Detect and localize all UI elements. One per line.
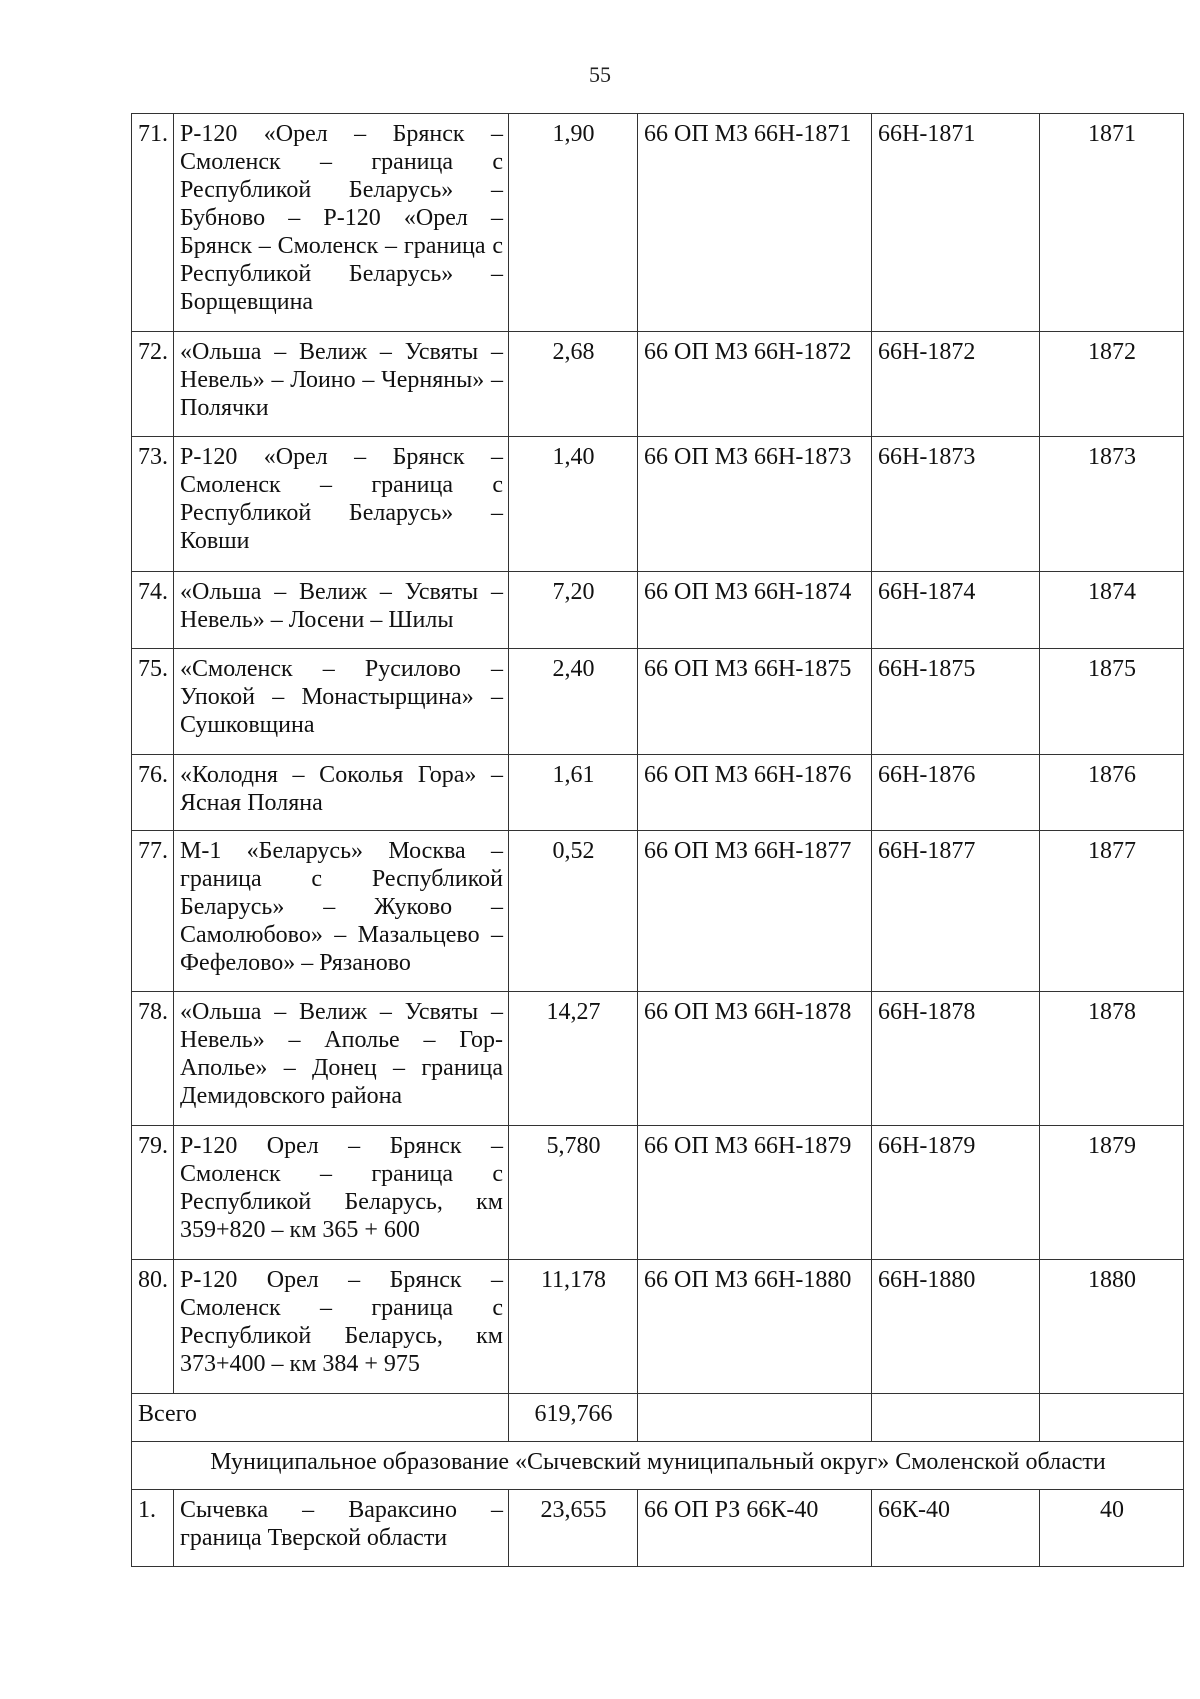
row-number: 79.	[132, 1126, 174, 1260]
road-id-code: 66Н-1879	[872, 1126, 1040, 1260]
row-number: 1.	[132, 1490, 174, 1567]
road-id-code: 66Н-1872	[872, 332, 1040, 437]
row-number: 71.	[132, 114, 174, 332]
empty-cell	[872, 1394, 1040, 1442]
table-row	[132, 114, 1184, 332]
road-id-code: 66Н-1876	[872, 755, 1040, 831]
road-id-code: 66Н-1878	[872, 992, 1040, 1126]
row-number: 77.	[132, 831, 174, 992]
row-number: 74.	[132, 572, 174, 649]
road-length: 14,27	[509, 992, 638, 1126]
road-id-short: 1878	[1040, 992, 1184, 1126]
road-name: «Ольша – Велиж – Усвяты – Невель» – Лоино – Черняны» – Полячки	[174, 332, 509, 437]
road-length: 1,61	[509, 755, 638, 831]
road-id-short: 1876	[1040, 755, 1184, 831]
road-id-full: 66 ОП МЗ 66Н-1880	[638, 1260, 872, 1394]
total-row	[132, 1394, 1184, 1442]
row-number: 78.	[132, 992, 174, 1126]
table-row	[132, 755, 1184, 831]
road-id-code: 66Н-1871	[872, 114, 1040, 332]
row-number: 73.	[132, 437, 174, 572]
road-length: 2,68	[509, 332, 638, 437]
road-id-short: 1880	[1040, 1260, 1184, 1394]
section-header-row	[132, 1442, 1184, 1490]
road-id-full: 66 ОП МЗ 66Н-1876	[638, 755, 872, 831]
empty-cell	[1040, 1394, 1184, 1442]
row-number: 75.	[132, 649, 174, 755]
total-value: 619,766	[509, 1394, 638, 1442]
road-id-short: 1879	[1040, 1126, 1184, 1260]
road-id-full: 66 ОП МЗ 66Н-1871	[638, 114, 872, 332]
row-number: 72.	[132, 332, 174, 437]
table-row	[132, 1260, 1184, 1394]
row-number: 76.	[132, 755, 174, 831]
road-id-short: 1872	[1040, 332, 1184, 437]
road-length: 23,655	[509, 1490, 638, 1567]
table-row	[132, 437, 1184, 572]
road-id-code: 66Н-1875	[872, 649, 1040, 755]
road-length: 1,90	[509, 114, 638, 332]
road-id-code: 66Н-1877	[872, 831, 1040, 992]
road-id-code: 66Н-1874	[872, 572, 1040, 649]
road-name: Р-120 «Орел – Брянск – Смоленск – граница с Республикой Беларусь» – Бубново – Р-120 «Орел – Брянск – Смоленск – граница с Республикой Беларусь» – Борщевщина	[174, 114, 509, 332]
table-row	[132, 1490, 1184, 1567]
road-length: 1,40	[509, 437, 638, 572]
road-id-code: 66Н-1873	[872, 437, 1040, 572]
road-name: Р-120 «Орел – Брянск – Смоленск – граница с Республикой Беларусь» – Ковши	[174, 437, 509, 572]
road-id-code: 66Н-1880	[872, 1260, 1040, 1394]
road-length: 0,52	[509, 831, 638, 992]
road-id-full: 66 ОП МЗ 66Н-1877	[638, 831, 872, 992]
road-id-short: 1873	[1040, 437, 1184, 572]
table-row	[132, 1126, 1184, 1260]
road-name: Р-120 Орел – Брянск – Смоленск – граница с Республикой Беларусь, км 359+820 – км 365 + 600	[174, 1126, 509, 1260]
section-title: Муниципальное образование «Сычевский муниципальный округ» Смоленской области	[132, 1442, 1184, 1490]
road-name: Р-120 Орел – Брянск – Смоленск – граница с Республикой Беларусь, км 373+400 – км 384 + 975	[174, 1260, 509, 1394]
road-id-full: 66 ОП МЗ 66Н-1873	[638, 437, 872, 572]
table-row	[132, 831, 1184, 992]
empty-cell	[638, 1394, 872, 1442]
roads-table-body	[132, 114, 1184, 1567]
total-label: Всего	[132, 1394, 509, 1442]
road-id-short: 1875	[1040, 649, 1184, 755]
table-row	[132, 332, 1184, 437]
road-id-full: 66 ОП МЗ 66Н-1874	[638, 572, 872, 649]
road-id-short: 1877	[1040, 831, 1184, 992]
road-length: 11,178	[509, 1260, 638, 1394]
road-id-short: 1874	[1040, 572, 1184, 649]
road-name: «Ольша – Велиж – Усвяты – Невель» – Аполье – Гор-Аполье» – Донец – граница Демидовского района	[174, 992, 509, 1126]
road-name: «Ольша – Велиж – Усвяты – Невель» – Лосени – Шилы	[174, 572, 509, 649]
table-row	[132, 572, 1184, 649]
table-row	[132, 992, 1184, 1126]
road-id-full: 66 ОП МЗ 66Н-1875	[638, 649, 872, 755]
road-id-short: 40	[1040, 1490, 1184, 1567]
road-id-full: 66 ОП МЗ 66Н-1878	[638, 992, 872, 1126]
table-row	[132, 649, 1184, 755]
road-id-full: 66 ОП РЗ 66К-40	[638, 1490, 872, 1567]
road-name: М-1 «Беларусь» Москва – граница с Республикой Беларусь» – Жуково – Самолюбово» – Мазальцево – Фефелово» – Рязаново	[174, 831, 509, 992]
road-length: 7,20	[509, 572, 638, 649]
roads-table	[131, 113, 1184, 1567]
road-name: Сычевка – Вараксино – граница Тверской области	[174, 1490, 509, 1567]
road-name: «Смоленск – Русилово – Упокой – Монастырщина» – Сушковщина	[174, 649, 509, 755]
row-number: 80.	[132, 1260, 174, 1394]
road-id-full: 66 ОП МЗ 66Н-1879	[638, 1126, 872, 1260]
road-id-short: 1871	[1040, 114, 1184, 332]
road-name: «Колодня – Соколья Гора» – Ясная Поляна	[174, 755, 509, 831]
road-length: 2,40	[509, 649, 638, 755]
page-number: 55	[589, 62, 611, 87]
road-length: 5,780	[509, 1126, 638, 1260]
road-id-code: 66К-40	[872, 1490, 1040, 1567]
road-id-full: 66 ОП МЗ 66Н-1872	[638, 332, 872, 437]
